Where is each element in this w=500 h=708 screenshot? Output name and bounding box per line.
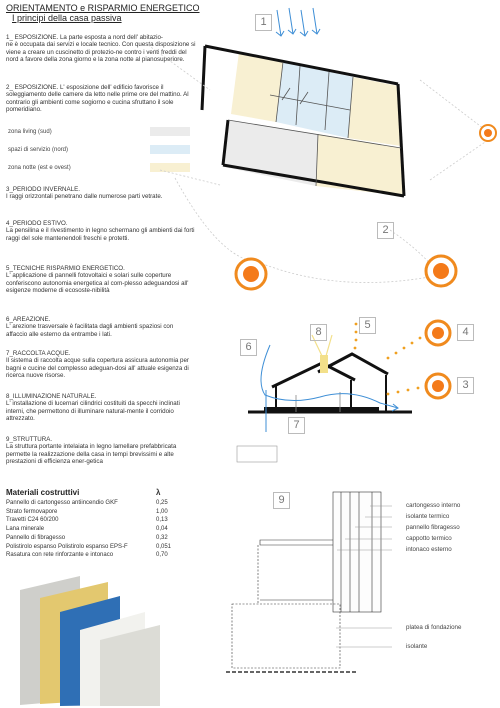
- number-badge-7: 7: [288, 417, 305, 434]
- detail-label: cappotto termico: [406, 535, 452, 542]
- lambda-header: λ: [156, 488, 161, 497]
- paragraph-1: 1_ ESPOSIZIONE. La parte esposta a nord dell' abitazio- ne è occupata dai servizi e locale tecnico. Con questa disposizione si viene a creare un cuscinetto di protezio-ne contro i venti freddi del nord a favore della zona giorno e la zona notte al pianosuperiore.: [6, 34, 196, 64]
- building-section: [248, 354, 412, 413]
- material-row: Pannello di cartongesso antiincendio GKF 0,25: [6, 500, 168, 506]
- legend-label-night: zona notte (est e ovest): [8, 165, 71, 171]
- detail-label: isolante: [406, 643, 428, 650]
- material-row: Lana minerale 0,04: [6, 526, 168, 533]
- paragraph-8: 8_ILLUMINAZIONE NATURALE. L' installazione di lucernari cilindrici costituiti da specchi inclinati interni, che permettono di illuminare natural-mente il corridoio attrezzato.: [6, 393, 180, 423]
- sun-icon: [426, 256, 456, 286]
- detail-label: cartongesso interno: [406, 502, 461, 509]
- title-line-2: I principi della casa passiva: [12, 13, 122, 23]
- number-badge-4: 4: [457, 324, 474, 341]
- paragraph-9: 9_STRUTTURA. La struttura portante intelaiata in legno lamellare prefabbricata permette la realizzazione della casa in tempi brevissimi e alte prestazioni di efficienza ener-getica: [6, 436, 177, 466]
- material-row: Polistirolo espanso Polistirolo espanso EPS-F 0,051: [6, 543, 172, 550]
- paragraph-7: 7_RACCOLTA ACQUE. Il sistema di raccolta acque sulla copertura assicura autonomia per bagni e cucine del complesso adeguan-dosi all' attuale esigenza di ricerca nuove risorse.: [6, 350, 189, 380]
- detail-label: platea di fondazione: [406, 624, 462, 631]
- night-zone-west: [231, 52, 283, 122]
- number-badge-6: 6: [240, 339, 257, 356]
- paragraph-4: 4_PERIODO ESTIVO. La pensilina e il rivestimento in legno schermano gli ambienti dai forti raggi del sole mantenendoli freschi e protetti.: [6, 220, 195, 242]
- legend-label-living: zona living (sud): [8, 129, 52, 135]
- number-badge-5: 5: [359, 317, 376, 334]
- paragraph-2: 2_ ESPOSIZIONE. L' esposizione dell' edificio favorisce il soleggiamento delle camere da letto nelle prime ore del mattino. Al contrario gli ambienti come sogiorno e cucina sfruttano il sole pomeridiano.: [6, 84, 189, 114]
- detail-label: intonaco esterno: [406, 546, 452, 553]
- ventilation-arrow: [261, 345, 398, 411]
- number-badge-8: 8: [310, 324, 327, 341]
- number-badge-1: 1: [255, 14, 272, 31]
- skylight: [320, 355, 328, 373]
- paragraph-3: 3_PERIODO INVERNALE. I raggi orizzontali penetrano dalle numerose parti vetrate.: [6, 186, 163, 201]
- sun-icon: [426, 321, 450, 345]
- detail-label: isolante termico: [406, 513, 450, 520]
- number-badge-9: 9: [273, 492, 290, 509]
- number-badge-2: 2: [377, 222, 394, 239]
- floor-plan: [202, 46, 404, 196]
- legend-label-service: spazi di servizio (nord): [8, 147, 69, 153]
- material-row: Strato fermovapore 1,00: [6, 508, 168, 515]
- paragraph-6: 6_AREAZIONE. L' arezione trasversale è facilitata dagli ambienti spaziosi con affaccio alle esterno da entrambe i lati.: [6, 316, 174, 338]
- night-zone-east: [348, 77, 401, 146]
- wall-detail: [226, 492, 381, 672]
- paragraph-5: 5_TECNICHE RISPARMIO ENERGETICO. L' applicazione di pannelli fotovoltaici e solari sulle coperture conferiscono autonomia energetica al com-plesso adeguandosi all' esigenze moderne di ecososte-nibilità: [6, 265, 189, 295]
- title-line-1: ORIENTAMENTO e RISPARMIO ENERGETICO: [6, 3, 200, 13]
- materials-title: Materiali costruttivi: [6, 488, 80, 497]
- number-badge-3: 3: [457, 377, 474, 394]
- wind-arrows: [276, 8, 320, 36]
- material-row: Rasatura con rete rinforzante e intonaco 0,70: [6, 552, 168, 559]
- wall-sample: [20, 576, 160, 706]
- sun-icon: [480, 125, 496, 141]
- water-tank: [237, 446, 277, 462]
- sun-icon: [426, 374, 450, 398]
- detail-label: pannello fibragesso: [406, 524, 460, 531]
- material-row: Pannello di fibragesso 0,32: [6, 534, 168, 541]
- material-row: Travetti C24 60/200 0,13: [6, 517, 168, 524]
- sun-icon: [236, 259, 266, 289]
